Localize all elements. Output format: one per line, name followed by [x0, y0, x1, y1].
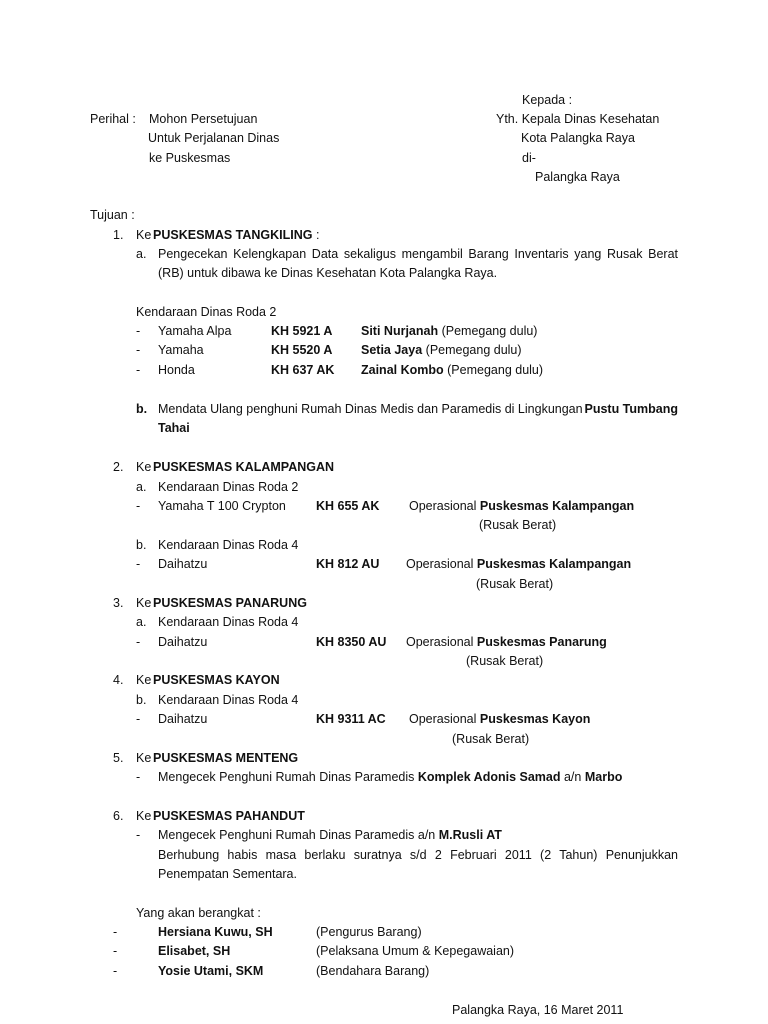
vehicle-dash: -: [136, 499, 141, 513]
item-6-text: Mengecek Penghuni Rumah Dinas Paramedis a/n: [158, 828, 436, 842]
vehicle-dash: -: [136, 324, 141, 338]
person-role: (Bendahara Barang): [316, 964, 430, 978]
item-6-line2: Berhubung habis masa berlaku suratnya s/d 2 Februari 2011 (2 Tahun) Penunjukkan: [158, 848, 678, 862]
item-2-name: PUSKESMAS KALAMPANGAN: [153, 460, 335, 474]
vehicle-note: (Pemegang dulu): [425, 343, 522, 357]
subject-line2: Untuk Perjalanan Dinas: [148, 131, 280, 145]
item-1-a-label: a.: [136, 247, 147, 261]
item-1-name: PUSKESMAS TANGKILING: [153, 228, 313, 242]
person-name: Elisabet, SH: [158, 944, 231, 958]
vehicle-operational: [406, 556, 631, 572]
vehicle-holder: Siti Nurjanah: [361, 324, 439, 338]
vehicle-holder-row: [361, 323, 537, 339]
vehicle-type: Yamaha Alpa: [158, 324, 232, 338]
recipient-line4: Palangka Raya: [535, 170, 620, 184]
vehicle-operational: [409, 711, 590, 727]
vehicle-holder: Zainal Kombo: [361, 363, 444, 377]
vehicle-plate: KH 5520 A: [271, 343, 333, 357]
tujuan-label: Tujuan :: [90, 208, 135, 222]
vehicle-type: Yamaha T 100 Crypton: [158, 499, 286, 513]
person-dash: -: [113, 944, 118, 958]
vehicle-dash: -: [136, 343, 141, 357]
item-4-name: PUSKESMAS KAYON: [153, 673, 280, 687]
item-1-b-label: b.: [136, 402, 148, 416]
operational-name: Puskesmas Panarung: [476, 635, 607, 649]
vehicle-type: Yamaha: [158, 343, 204, 357]
vehicle-operational: [406, 634, 607, 650]
item-1-a-text-line1: Pengecekan Kelengkapan Data sekaligus mengambil Barang Inventaris yang Rusak Berat: [158, 247, 678, 261]
vehicle-dash: -: [136, 712, 141, 726]
vehicle-holder-row: [361, 342, 522, 358]
item-3-number: 3.: [113, 596, 124, 610]
item-5-text-row: [158, 769, 622, 785]
person-name: Yosie Utami, SKM: [158, 964, 264, 978]
vehicle-type: Daihatzu: [158, 635, 208, 649]
vehicle-type: Daihatzu: [158, 712, 208, 726]
person-role: (Pelaksana Umum & Kepegawaian): [316, 944, 515, 958]
operational-label: Operasional: [409, 712, 477, 726]
item-1-a-text-line2: (RB) untuk dibawa ke Dinas Kesehatan Kota Palangka Raya.: [158, 266, 498, 280]
person-dash: -: [113, 925, 118, 939]
vehicle-status: (Rusak Berat): [452, 732, 530, 746]
vehicle-plate: KH 9311 AC: [316, 712, 386, 726]
recipient-line2: Kota Palangka Raya: [521, 131, 635, 145]
subject-line3: ke Puskesmas: [149, 151, 231, 165]
item-2-b-label: b.: [136, 538, 147, 552]
item-3-a-label: a.: [136, 615, 147, 629]
item-4-number: 4.: [113, 673, 124, 687]
operational-name: Puskesmas Kayon: [479, 712, 591, 726]
place-date: Palangka Raya, 16 Maret 2011: [452, 1003, 624, 1017]
item-6-name: PUSKESMAS PAHANDUT: [153, 809, 305, 823]
item-6-prefix: Ke: [136, 809, 152, 823]
item-5-mid: a/n: [563, 770, 582, 784]
operational-label: Operasional: [406, 635, 474, 649]
vehicle-holder-row: [361, 362, 543, 378]
item-1-b-bold1: Pustu Tumbang: [584, 402, 678, 416]
item-2-number: 2.: [113, 460, 124, 474]
operational-name: Puskesmas Kalampangan: [479, 499, 635, 513]
vehicle-note: (Pemegang dulu): [441, 324, 538, 338]
item-5-dash: -: [136, 770, 141, 784]
item-1-prefix: Ke: [136, 228, 152, 242]
vehicle-plate: KH 655 AK: [316, 499, 380, 513]
item-2-a-heading: Kendaraan Dinas Roda 2: [158, 480, 299, 494]
vehicle-holder: Setia Jaya: [361, 343, 423, 357]
recipient-kepada: Kepada :: [522, 93, 573, 107]
vehicle-type: Honda: [158, 363, 195, 377]
item-1-vehicles-heading: Kendaraan Dinas Roda 2: [136, 305, 277, 319]
item-5-number: 5.: [113, 751, 124, 765]
item-1-b-line1: [158, 401, 678, 417]
operational-label: Operasional: [406, 557, 474, 571]
vehicle-status: (Rusak Berat): [476, 577, 554, 591]
item-2-b-heading: Kendaraan Dinas Roda 4: [158, 538, 299, 552]
item-6-line3: Penempatan Sementara.: [158, 867, 297, 881]
item-1-number: 1.: [113, 228, 124, 242]
item-1-b-text: Mendata Ulang penghuni Rumah Dinas Medis dan Paramedis di Lingkungan: [158, 402, 583, 416]
vehicle-note: (Pemegang dulu): [447, 363, 544, 377]
vehicle-status: (Rusak Berat): [479, 518, 557, 532]
item-5-bold1: Komplek Adonis Samad: [417, 770, 561, 784]
person-dash: -: [113, 964, 118, 978]
item-3-heading: Kendaraan Dinas Roda 4: [158, 615, 299, 629]
person-name: Hersiana Kuwu, SH: [158, 925, 273, 939]
item-6-text-row: [158, 827, 502, 843]
recipient-line1: Yth. Kepala Dinas Kesehatan: [496, 112, 660, 126]
item-6-number: 6.: [113, 809, 124, 823]
vehicle-plate: KH 637 AK: [271, 363, 335, 377]
item-2-a-label: a.: [136, 480, 147, 494]
item-5-name: PUSKESMAS MENTENG: [153, 751, 299, 765]
operational-name: Puskesmas Kalampangan: [476, 557, 632, 571]
item-4-prefix: Ke: [136, 673, 152, 687]
item-1-colon: :: [316, 228, 320, 242]
vehicle-plate: KH 8350 AU: [316, 635, 387, 649]
item-3-prefix: Ke: [136, 596, 152, 610]
vehicle-plate: KH 5921 A: [271, 324, 333, 338]
item-3-name: PUSKESMAS PANARUNG: [153, 596, 307, 610]
item-4-b-label: b.: [136, 693, 147, 707]
operational-label: Operasional: [409, 499, 477, 513]
recipient-line3: di-: [522, 151, 536, 165]
item-5-bold2: Marbo: [584, 770, 623, 784]
vehicle-status: (Rusak Berat): [466, 654, 544, 668]
person-role: (Pengurus Barang): [316, 925, 422, 939]
subject-label: Perihal :: [90, 112, 136, 126]
item-5-prefix: Ke: [136, 751, 152, 765]
item-6-bold: M.Rusli AT: [438, 828, 502, 842]
item-6-dash: -: [136, 828, 141, 842]
item-2-prefix: Ke: [136, 460, 152, 474]
item-1-b-bold2: Tahai: [158, 421, 190, 435]
vehicle-dash: -: [136, 635, 141, 649]
vehicle-plate: KH 812 AU: [316, 557, 380, 571]
item-5-text: Mengecek Penghuni Rumah Dinas Paramedis: [158, 770, 415, 784]
subject-line1: Mohon Persetujuan: [149, 112, 258, 126]
departing-heading: Yang akan berangkat :: [136, 906, 261, 920]
vehicle-dash: -: [136, 557, 141, 571]
vehicle-dash: -: [136, 363, 141, 377]
item-4-heading: Kendaraan Dinas Roda 4: [158, 693, 299, 707]
vehicle-type: Daihatzu: [158, 557, 208, 571]
vehicle-operational: [409, 498, 634, 514]
